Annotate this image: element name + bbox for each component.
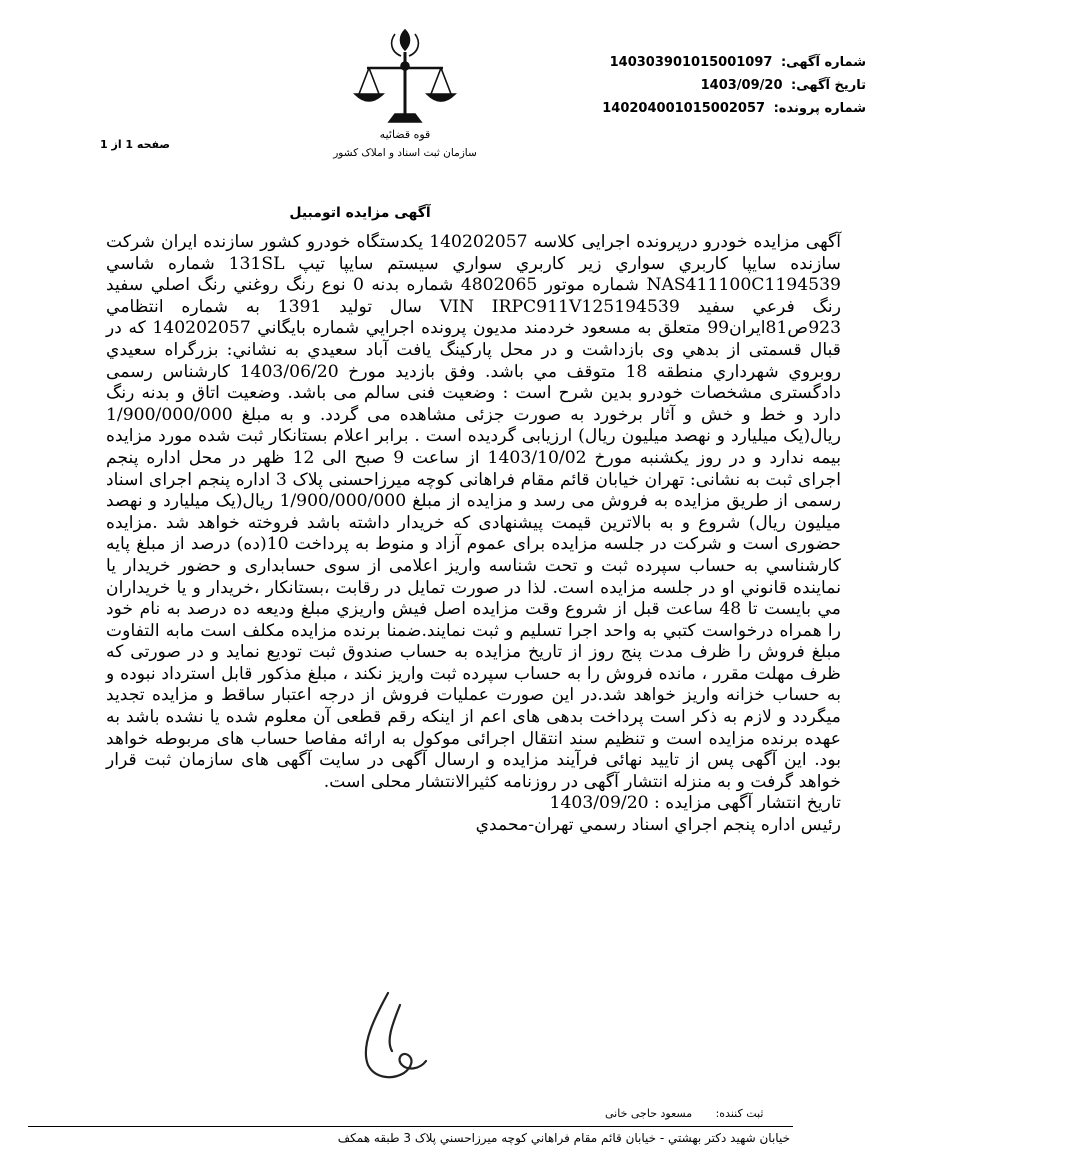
case-number-row <box>602 101 866 116</box>
publish-date-line: تاريخ انتشار آگهی مزايده : 1403/09/20 <box>549 793 841 814</box>
registrar <box>605 1107 763 1120</box>
scales-of-justice-icon <box>333 22 477 162</box>
case-number-label: شماره پرونده: <box>773 101 866 116</box>
judiciary-logo <box>333 22 477 162</box>
registrar-name: مسعود حاجی خانی <box>605 1107 693 1120</box>
notice-date-label: تاریخ آگهی: <box>791 78 866 93</box>
handwritten-signature <box>330 985 460 1090</box>
case-number: 140204001015002057 <box>602 101 766 116</box>
registrar-label: ثبت كننده: <box>715 1107 764 1120</box>
footer-divider <box>28 1126 793 1127</box>
signer-line: رئيس اداره پنجم اجراي اسناد رسمي تهران-محمدي <box>475 815 841 836</box>
document-title: آگهی مزایده اتومبیل <box>289 205 431 221</box>
notice-paragraph: آگهی مزایده خودرو درپرونده اجرایی کلاسه 140202057 يکدستگاه خودرو کشور سازنده ايران شرکت سازنده سايپا کاربري سواري زير کاربري سواري سيستم سايپا تيپ 131SL شماره شاسي NAS411100C1194539 شماره موتور 4802065 شماره بدنه 0 نوع رنگ روغني رنگ اصلي سفيد رنگ فرعي سفيد VIN IRPC911V125194539 سال توليد 1391 به شماره انتظامي 923ص81ايران99 متعلق به مسعود خردمند مديون پرونده اجرايي شماره بايگاني 140202057 که در قبال قسمتی از بدهي وی بازداشت و در محل پارکينگ يافت آباد سعيدي به نشاني: بزرگراه سعيدي روبروي شهرداري منطقه 18 متوقف مي باشد. وفق بازديد مورخ 1403/06/20 کارشناس رسمی دادگستری مشخصات خودرو بدين شرح است : وضعيت فنی سالم می باشد. وضعيت اتاق و بدنه رنگ دارد و خط و خش و آثار برخورد به صورت جزئی مشاهده می گردد. و به مبلغ 1/900/000/000 ريال(يک ميليارد و نهصد ميليون ريال) ارزيابی گرديده است . برابر اعلام بستانکار ثبت شده مورد مزايده بيمه ندارد و در روز يکشنبه مورخ 1403/10/02 از ساعت 9 صبح الی 12 ظهر در محل اداره پنجم اجرای ثبت به نشانی: تهران خيابان قائم مقام فراهانی کوچه ميرزاحسنی پلاک 3 اداره پنجم اجرای اسناد رسمی از طريق مزايده به فروش می رسد و مزايده از مبلغ 1/900/000/000 ريال(يک ميليارد و نهصد ميليون ريال) شروع و به بالاترين قيمت پيشنهادی که خريدار داشته باشد فروخته خواهد شد .مزايده حضوری است و شرکت در جلسه مزايده برای عموم آزاد و منوط به پرداخت 10(ده) درصد از مبلغ پايه کارشناسي به حساب سپرده ثبت و تحت شناسه واريز اعلامی از سوی حسابداری و حضور خريدار يا نماينده قانوني او در جلسه مزايده است. لذا در صورت تمايل در رقابت ،بستانکار ،خريدار و يا خريداران مي بايست تا 48 ساعت قبل از شروع وقت مزايده اصل فيش واريزي مبلغ وديعه ده درصد به نام خود را همراه درخواست کتبي به واحد اجرا تسليم و ثبت نمايند.ضمنا برنده مزايده مکلف است مابه التفاوت مبلغ فروش را ظرف مدت پنج روز از تاريخ مزايده به حساب صندوق ثبت توديع نمايد و در صورتی که ظرف مهلت مقرر ، مانده فروش را به حساب سپرده ثبت واريز نکند ، مبلغ مذکور قابل استرداد نبوده و به حساب خزانه واريز خواهد شد.در اين صورت عمليات فروش از درجه اعتبار ساقط و مزايده تجديد ميگردد و لازم به ذکر است پرداخت بدهی های اعم از اينکه رقم قطعی آن معلوم شده يا نشده باشد به عهده برنده مزايده است و تنظيم سند انتقال اجرائی موکول به ارائه مفاصا حساب های مربوطه خواهد بود. اين آگهی پس از تاييد نهائی فرآيند مزايده و ارسال آگهی در سايت آگهی های سازمان ثبت قرار خواهد گرفت و به منزله انتشار آگهی در روزنامه کثيرالانتشار محلی است. <box>106 232 842 792</box>
logo-caption-bottom: سازمان ثبت اسناد و املاک کشور <box>333 147 477 159</box>
signature-icon <box>330 985 460 1090</box>
footer-address: خيابان شهيد دکتر بهشتي - خيابان قائم مقام فراهاني کوچه ميرزاحسني پلاک 3 طبقه همکف <box>337 1131 790 1145</box>
page-count: صفحه 1 از 1 <box>100 138 171 151</box>
notice-body <box>106 232 841 837</box>
notice-number-row <box>610 55 866 70</box>
notice-date: 1403/09/20 <box>700 78 783 93</box>
logo-caption-top: قوه قضائیه <box>379 128 431 141</box>
notice-number-label: شماره آگهی: <box>780 55 866 70</box>
notice-number: 140303901015001097 <box>609 55 773 70</box>
notice-date-row <box>701 78 866 93</box>
